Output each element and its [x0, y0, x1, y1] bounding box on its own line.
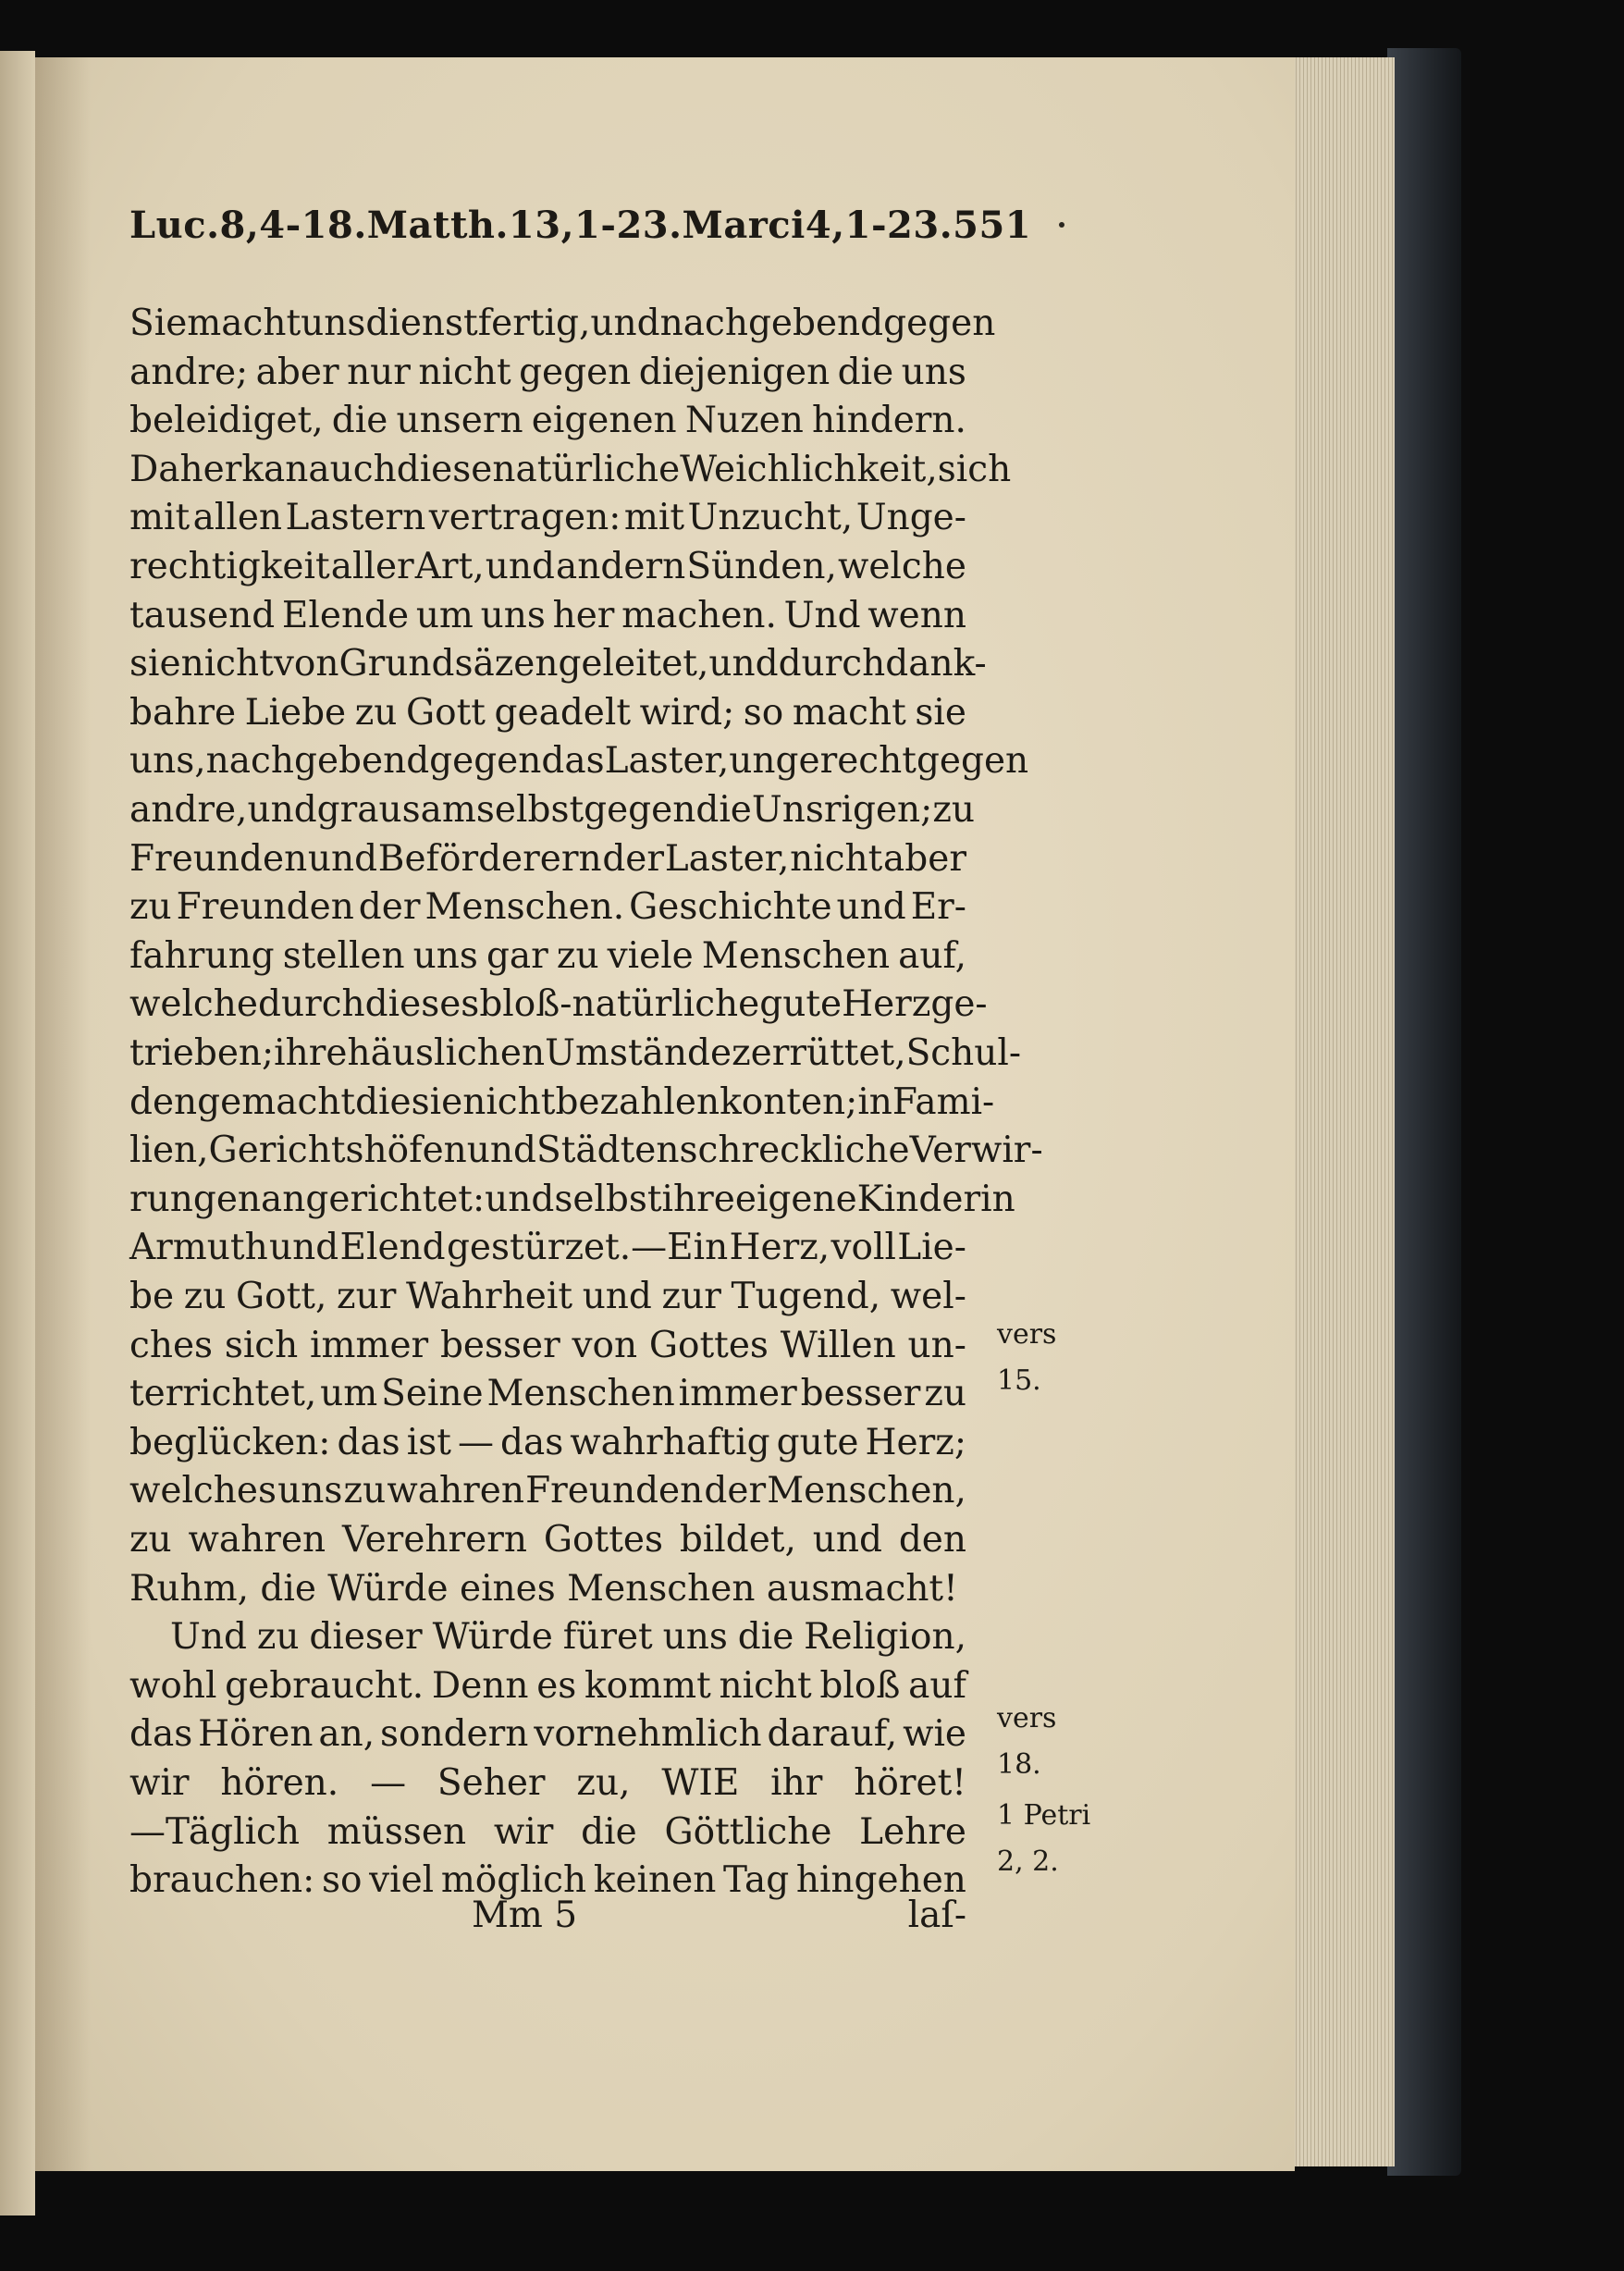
header-ornament-dot — [1059, 222, 1064, 228]
text-line: welche durch dieses bloß-natürliche gute Herz ge- — [129, 983, 988, 1025]
text-line: mit allen Lastern vertragen: mit Unzucht, Unge- — [129, 497, 966, 538]
text-line: Armuth und Elend gestürzet.—Ein Herz, voll Lie- — [129, 1227, 966, 1268]
text-line: Und zu dieser Würde füret uns die Religion, — [170, 1616, 966, 1658]
text-line: Daher kan auch diese natürliche Weichlichkeit, sich — [129, 449, 1012, 490]
text-line: beleidiget, die unsern eigenen Nuzen hindern. — [129, 400, 966, 441]
text-line: brauchen: so viel möglich keinen Tag hingehen — [129, 1859, 966, 1901]
text-line: ches sich immer besser von Gottes Willen un- — [129, 1325, 966, 1366]
text-line: wir hören. — Seher zu, WIE ihr höret! — [129, 1762, 966, 1804]
text-line: den gemacht die sie nicht bezahlen konten; in Fami- — [129, 1081, 995, 1123]
running-head: Luc.8,4-18.Matth.13,1-23.Marci4,1-23.551 — [129, 204, 1032, 247]
text-line: Sie macht uns dienstfertig, und nachgebend gegen — [129, 302, 996, 344]
margin-note-vers-15-label: vers — [997, 1318, 1057, 1351]
text-line: sie nicht von Grundsäzen geleitet, und durch dank- — [129, 643, 987, 685]
text-line: be zu Gott, zur Wahrheit und zur Tugend, wel- — [129, 1276, 966, 1317]
text-line: das Hören an, sondern vornehmlich darauf, wie — [129, 1713, 966, 1755]
text-line: andre; aber nur nicht gegen diejenigen die uns — [129, 352, 966, 393]
margin-note-vers-18-number: 18. — [997, 1748, 1041, 1781]
page-fore-edge — [1293, 57, 1395, 2166]
text-line: andre, und grausam selbst gegen die Unsrigen; zu — [129, 789, 975, 831]
text-line: trieben; ihre häuslichen Umstände zerrüttet, Schul- — [129, 1032, 1022, 1074]
signature-mark: Mm 5 — [472, 1895, 578, 1936]
margin-note-vers-18-label: vers — [997, 1702, 1057, 1734]
margin-note-petri-ref: 2, 2. — [997, 1845, 1059, 1878]
text-line: rechtigkeit aller Art, und andern Sünden, welche — [129, 546, 966, 587]
text-line: rungen angerichtet: und selbst ihre eigene Kinder in — [129, 1179, 1015, 1220]
text-line: beglücken: das ist — das wahrhaftig gute Herz; — [129, 1422, 966, 1463]
book-cover-board — [1387, 48, 1461, 2176]
text-line: zu wahren Verehrern Gottes bildet, und den — [129, 1519, 966, 1561]
text-line: fahrung stellen uns gar zu viele Menschen auf, — [129, 935, 966, 977]
catchword: laſ- — [907, 1895, 966, 1936]
text-line: Freunden und Beförderern der Laster, nicht aber — [129, 838, 966, 880]
text-line: uns, nachgebend gegen das Laster, ungerecht gegen — [129, 740, 1029, 782]
left-page-edge — [0, 51, 35, 2215]
text-line: bahre Liebe zu Gott geadelt wird; so macht sie — [129, 692, 966, 734]
margin-note-petri-label: 1 Petri — [997, 1799, 1091, 1832]
text-line: terrichtet, um Seine Menschen immer besser zu — [129, 1373, 966, 1414]
text-line: zu Freunden der Menschen. Geschichte und Er- — [129, 886, 966, 928]
page-gutter-shadow — [35, 57, 91, 2171]
text-line: —Täglich müssen wir die Göttliche Lehre — [129, 1811, 966, 1853]
margin-note-vers-15-number: 15. — [997, 1364, 1041, 1397]
text-line: wohl gebraucht. Denn es kommt nicht bloß auf — [129, 1665, 966, 1707]
text-line: tausend Elende um uns her machen. Und wenn — [129, 595, 966, 636]
text-line: welches uns zu wahren Freunden der Menschen, — [129, 1470, 966, 1512]
text-line: lien, Gerichtshöfen und Städten schreckliche Verwir- — [129, 1129, 1043, 1171]
page-footer — [129, 1890, 966, 1942]
text-line: Ruhm, die Würde eines Menschen ausmacht! — [129, 1568, 958, 1610]
